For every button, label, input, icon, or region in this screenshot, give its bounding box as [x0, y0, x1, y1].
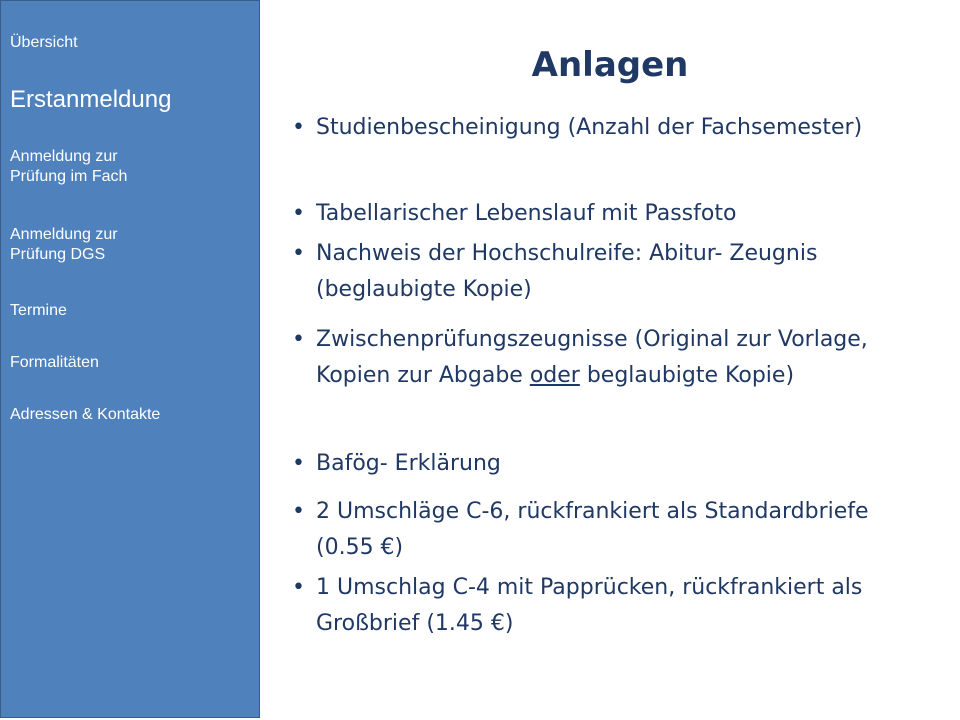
bullet-icon: •	[292, 451, 305, 476]
list-item-text: Studienbescheinigung (Anzahl der Fachsemester)	[316, 115, 863, 140]
list-item-text	[316, 322, 932, 394]
sidebar-item-anmeldung-dgs[interactable]: Anmeldung zur Prüfung DGS	[10, 226, 118, 263]
list-item-text-part: beglaubigte Kopie)	[579, 363, 795, 388]
list-item-text: Nachweis der Hochschulreife: Abitur- Zeugnis (beglaubigte Kopie)	[316, 241, 818, 302]
page-title: Anlagen	[531, 45, 689, 85]
sidebar-item-formalitaeten[interactable]: Formalitäten	[10, 354, 99, 371]
list-item-text: 1 Umschlag C-4 mit Papprücken, rückfrankiert als Großbrief (1.45 €)	[316, 575, 863, 636]
sidebar-item-erstanmeldung[interactable]: Erstanmeldung	[10, 86, 172, 113]
bullet-icon: •	[292, 327, 305, 352]
list-item	[292, 196, 932, 232]
sidebar-nav	[0, 0, 260, 718]
sidebar-item-termine[interactable]: Termine	[10, 302, 67, 319]
list-item	[292, 236, 932, 308]
list-item	[292, 570, 932, 642]
list-item-text: 2 Umschläge C-6, rückfrankiert als Standardbriefe (0.55 €)	[316, 499, 869, 560]
bullet-icon: •	[292, 115, 305, 140]
list-item	[292, 446, 932, 482]
list-item-text: Bafög- Erklärung	[316, 451, 501, 476]
list-item	[292, 494, 932, 566]
list-item-text-part: Zwischenprüfungszeugnisse (Original zur Vorlage, Kopien zur Abgabe	[316, 327, 868, 388]
list-item-text: Tabellarischer Lebenslauf mit Passfoto	[316, 201, 737, 226]
bullet-icon: •	[292, 499, 305, 524]
bullet-icon: •	[292, 241, 305, 266]
sidebar-item-uebersicht[interactable]: Übersicht	[10, 34, 78, 51]
sidebar-item-adressen-kontakte[interactable]: Adressen & Kontakte	[10, 406, 161, 423]
sidebar-item-anmeldung-fach[interactable]: Anmeldung zur Prüfung im Fach	[10, 148, 128, 185]
list-item	[292, 110, 932, 146]
underlined-word: oder	[529, 363, 580, 388]
bullet-icon: •	[292, 575, 305, 600]
list-item	[292, 322, 932, 394]
bullet-icon: •	[292, 201, 305, 226]
